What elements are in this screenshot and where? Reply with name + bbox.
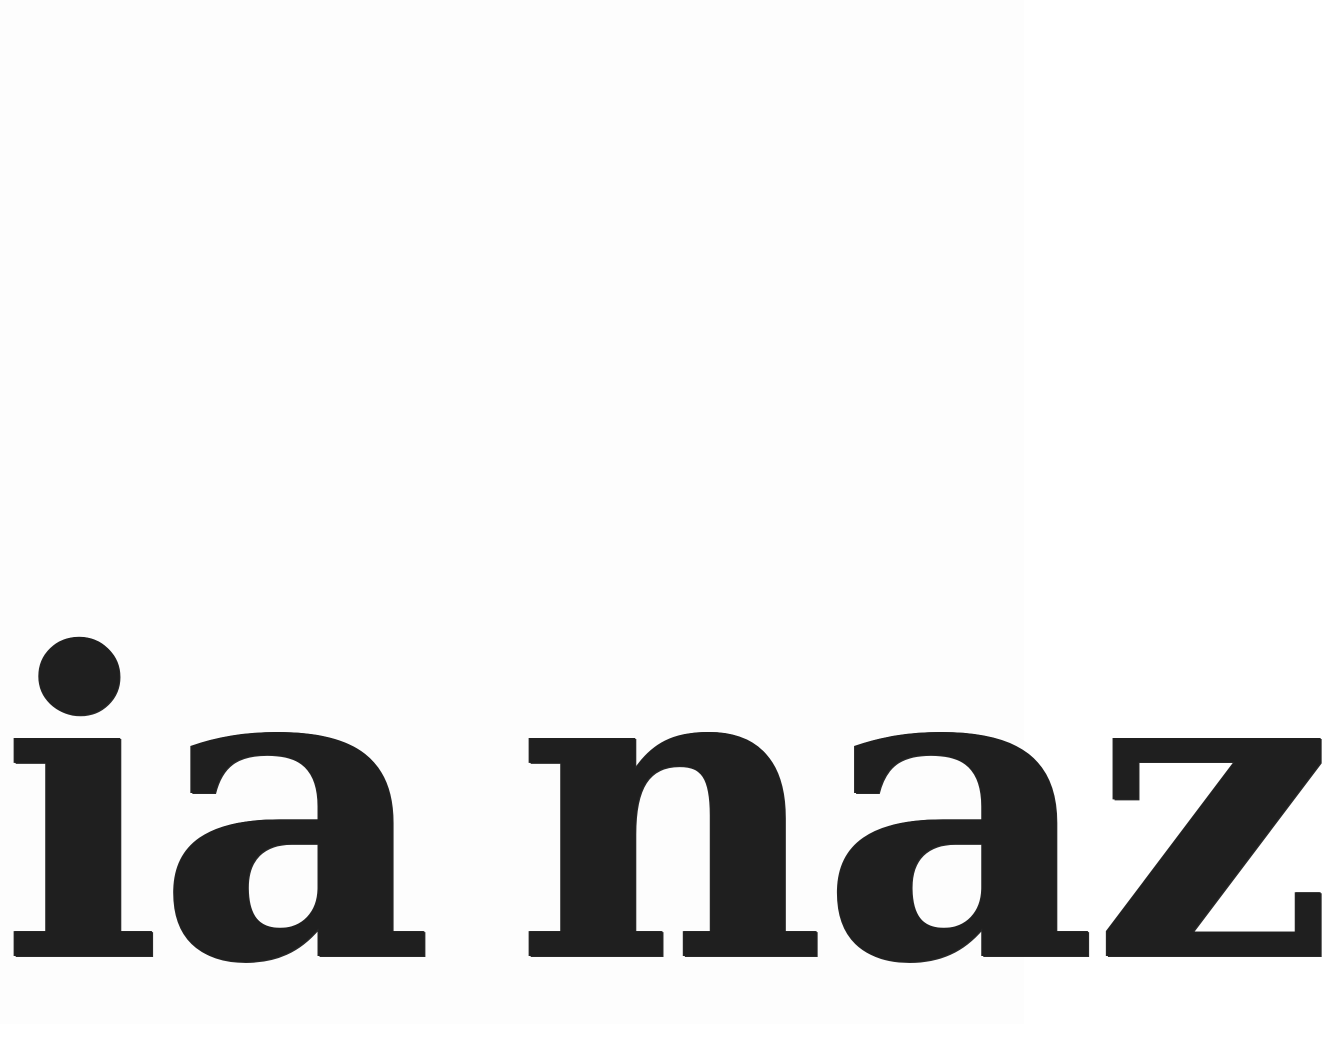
- typed-text-line: [0, 563, 1329, 1056]
- word-fragment-left: ia: [0, 563, 429, 1056]
- word-fragment-right: naz: [515, 563, 1329, 1056]
